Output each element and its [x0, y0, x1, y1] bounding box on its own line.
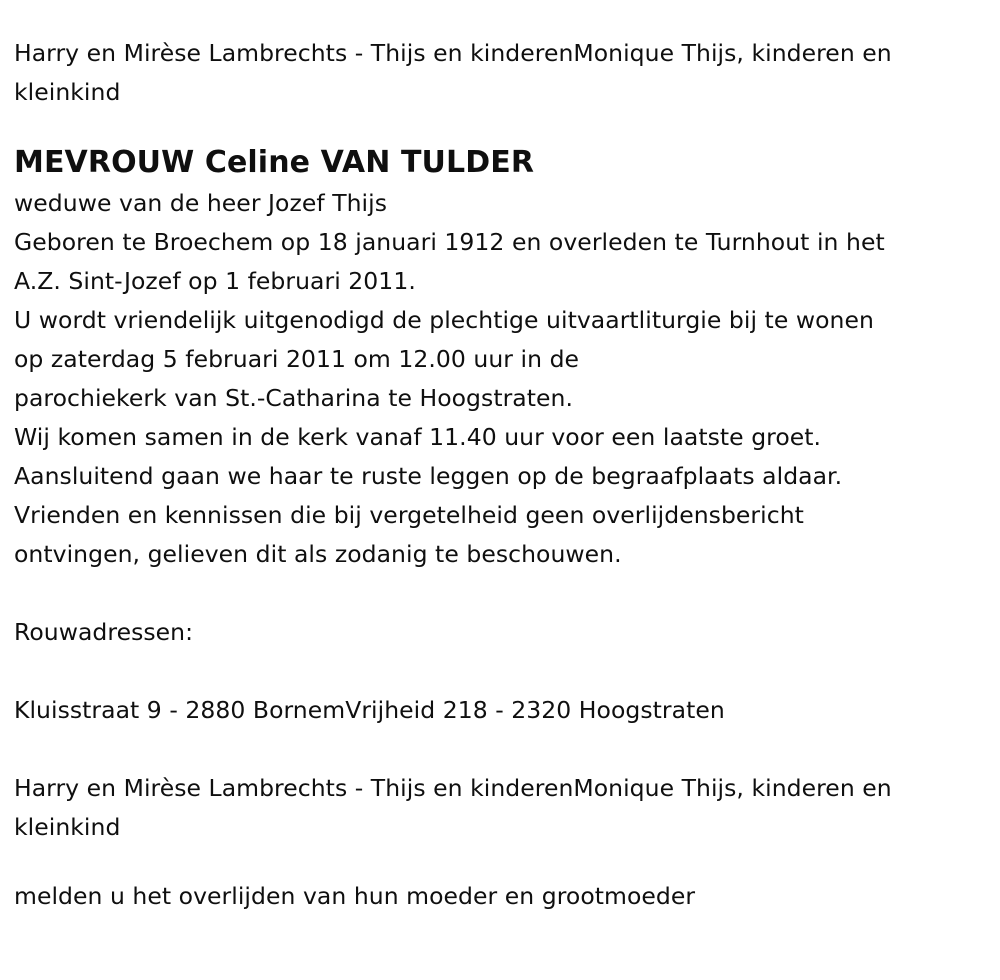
body-line-2: A.Z. Sint-Jozef op 1 februari 2011.	[14, 267, 416, 295]
body-line-8: Vrienden en kennissen die bij vergetelheid geen overlijdensbericht	[14, 501, 804, 529]
closing-paragraph: melden u het overlijden van hun moeder en grootmoeder	[14, 882, 696, 910]
body-line-5: parochiekerk van St.-Catharina te Hoogstraten.	[14, 384, 573, 412]
body-line-4: op zaterdag 5 februari 2011 om 12.00 uur in de	[14, 345, 580, 373]
family-paragraph: Harry en Mirèse Lambrechts - Thijs en kinderenMonique Thijs, kinderen en kleinkind	[14, 774, 900, 841]
body-line-9: ontvingen, gelieven dit als zodanig te beschouwen.	[14, 540, 622, 568]
mourning-addresses-label: Rouwadressen:	[14, 618, 194, 646]
spacer-before-family	[14, 730, 986, 769]
body-line-3: U wordt vriendelijk uitgenodigd de plechtige uitvaartliturgie bij te wonen	[14, 306, 874, 334]
intro-paragraph: Harry en Mirèse Lambrechts - Thijs en kinderenMonique Thijs, kinderen en kleinkind	[14, 39, 900, 106]
spacer-before-closing	[14, 847, 986, 877]
spacer-before-heading	[14, 112, 986, 142]
spacer-before-addresses	[14, 652, 986, 691]
mourning-addresses: Kluisstraat 9 - 2880 BornemVrijheid 218 - 2320 Hoogstraten	[14, 696, 725, 724]
body-line-1: Geboren te Broechem op 18 januari 1912 en overleden te Turnhout in het	[14, 228, 885, 256]
body-line-7: Aansluitend gaan we haar te ruste leggen op de begraafplaats aldaar.	[14, 462, 843, 490]
deceased-name-heading: MEVROUW Celine VAN TULDER	[14, 145, 535, 180]
spacer-before-mourning	[14, 574, 986, 613]
deceased-subtitle: weduwe van de heer Jozef Thijs	[14, 189, 387, 217]
body-line-6: Wij komen samen in de kerk vanaf 11.40 uur voor een laatste groet.	[14, 423, 822, 451]
